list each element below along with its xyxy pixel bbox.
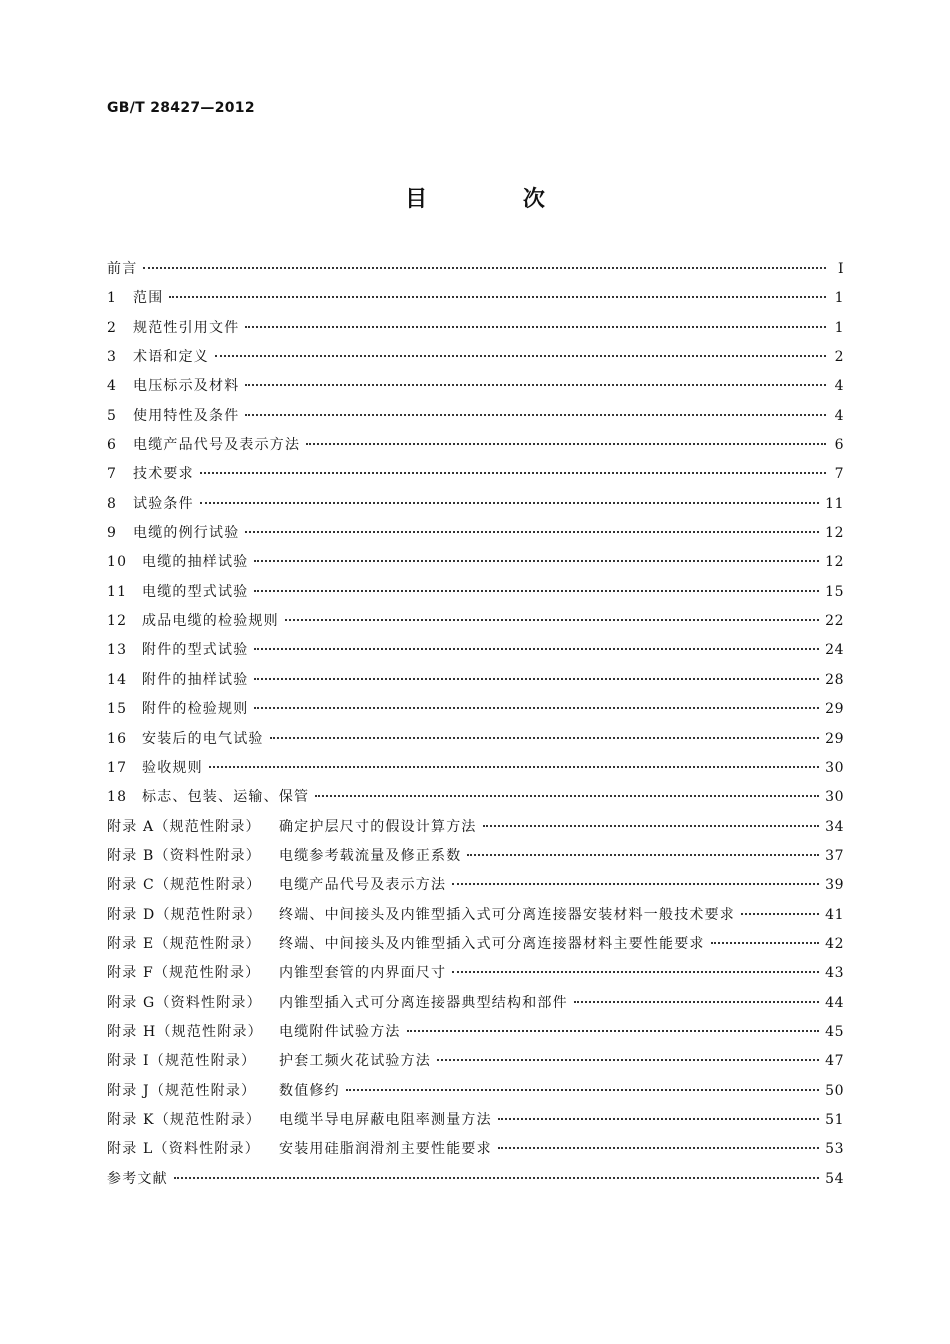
toc-entry[interactable] — [107, 346, 844, 375]
toc-entry[interactable] — [107, 845, 844, 874]
toc-entry-page: 50 — [825, 1082, 844, 1099]
toc-entry-label: 确定护层尺寸的假设计算方法 — [279, 818, 477, 835]
toc-entry[interactable] — [107, 757, 844, 786]
toc-entry-page: 2 — [834, 349, 844, 366]
toc-entry-label: 护套工频火花试验方法 — [279, 1053, 431, 1070]
toc-entry-page: Ⅰ — [837, 261, 844, 277]
toc-entry-number: 18 — [107, 789, 128, 806]
toc-entry-page: 30 — [825, 789, 844, 806]
toc-entry[interactable] — [107, 1080, 844, 1109]
toc-entry[interactable] — [107, 463, 844, 492]
toc-entry-number: 附录 B（资料性附录） — [107, 847, 261, 864]
toc-entry-label: 成品电缆的检验规则 — [142, 613, 279, 630]
toc-entry-page: 41 — [825, 906, 844, 923]
toc-entry-label: 范围 — [133, 290, 164, 307]
toc-entry[interactable] — [107, 669, 844, 698]
toc-entry-label: 电缆半导电屏蔽电阻率测量方法 — [279, 1111, 492, 1128]
toc-entry-number: 附录 A（规范性附录） — [107, 818, 261, 835]
toc-entry[interactable] — [107, 933, 844, 962]
toc-entry-page: 12 — [825, 554, 844, 571]
toc-entry-number: 12 — [107, 613, 128, 630]
toc-entry[interactable] — [107, 1138, 844, 1167]
table-of-contents — [107, 258, 844, 1197]
toc-entry-number: 2 — [107, 319, 118, 336]
toc-entry-page: 15 — [825, 583, 844, 600]
toc-entry-number: 3 — [107, 349, 118, 366]
toc-entry-number: 10 — [107, 554, 128, 571]
dot-leader — [245, 326, 826, 328]
toc-entry-page: 28 — [825, 671, 844, 688]
toc-entry[interactable] — [107, 904, 844, 933]
toc-entry-label: 电缆的抽样试验 — [142, 554, 249, 571]
dot-leader — [437, 1059, 819, 1061]
dot-leader — [306, 443, 826, 445]
dot-leader — [346, 1089, 819, 1091]
toc-entry-page: 6 — [834, 437, 844, 454]
standard-code: GB/T 28427—2012 — [107, 100, 255, 116]
toc-entry[interactable] — [107, 786, 844, 815]
toc-entry[interactable] — [107, 610, 844, 639]
dot-leader — [741, 913, 819, 915]
toc-entry-page: 43 — [825, 965, 844, 982]
toc-entry-label: 电缆产品代号及表示方法 — [279, 877, 447, 894]
toc-entry-number: 附录 E（规范性附录） — [107, 935, 261, 952]
toc-entry-label: 安装后的电气试验 — [142, 730, 264, 747]
toc-entry-number: 17 — [107, 759, 128, 776]
toc-entry-label: 数值修约 — [279, 1082, 340, 1099]
toc-entry-page: 12 — [825, 525, 844, 542]
toc-entry-number: 8 — [107, 495, 118, 512]
toc-entry-label: 标志、包装、运输、保管 — [142, 789, 310, 806]
dot-leader — [407, 1030, 820, 1032]
toc-entry-page: 22 — [825, 613, 844, 630]
toc-entry-label: 电缆附件试验方法 — [279, 1023, 401, 1040]
dot-leader — [169, 296, 826, 298]
dot-leader — [200, 502, 819, 504]
toc-entry-page: 11 — [825, 495, 844, 512]
dot-leader — [254, 590, 819, 592]
toc-entry-number: 附录 I（规范性附录） — [107, 1053, 257, 1070]
toc-entry-page: 37 — [825, 847, 844, 864]
dot-leader — [143, 267, 826, 269]
toc-entry-label: 电缆产品代号及表示方法 — [133, 437, 301, 454]
toc-entry-page: 4 — [834, 407, 844, 424]
toc-entry-label: 安装用硅脂润滑剂主要性能要求 — [279, 1141, 492, 1158]
dot-leader — [254, 648, 819, 650]
dot-leader — [254, 707, 819, 709]
toc-entry-page: 24 — [825, 642, 844, 659]
toc-entry[interactable] — [107, 258, 844, 287]
toc-entry-label: 技术要求 — [133, 466, 194, 483]
toc-entry[interactable] — [107, 522, 844, 551]
dot-leader — [254, 678, 819, 680]
toc-entry-label: 使用特性及条件 — [133, 407, 240, 424]
dot-leader — [270, 737, 820, 739]
dot-leader — [315, 795, 819, 797]
toc-entry-page: 1 — [834, 290, 844, 307]
toc-entry[interactable] — [107, 375, 844, 404]
toc-entry-page: 29 — [825, 701, 844, 718]
toc-entry[interactable] — [107, 639, 844, 668]
dot-leader — [574, 1001, 819, 1003]
toc-entry[interactable] — [107, 581, 844, 610]
toc-entry-number: 5 — [107, 407, 118, 424]
dot-leader — [245, 384, 826, 386]
toc-entry[interactable] — [107, 287, 844, 316]
dot-leader — [174, 1177, 819, 1179]
toc-entry-label: 终端、中间接头及内锥型插入式可分离连接器材料主要性能要求 — [279, 935, 705, 952]
toc-entry-label: 电缆的型式试验 — [142, 583, 249, 600]
toc-entry-page: 44 — [825, 994, 844, 1011]
toc-entry-number: 附录 H（规范性附录） — [107, 1023, 263, 1040]
toc-entry-label: 电压标示及材料 — [133, 378, 240, 395]
toc-entry[interactable] — [107, 1109, 844, 1138]
toc-entry-page: 30 — [825, 759, 844, 776]
toc-entry-page: 7 — [834, 466, 844, 483]
toc-entry-number: 4 — [107, 378, 118, 395]
toc-entry[interactable] — [107, 1021, 844, 1050]
toc-entry-label: 内锥型套管的内界面尺寸 — [279, 965, 447, 982]
toc-entry[interactable] — [107, 434, 844, 463]
toc-entry-page: 42 — [825, 935, 844, 952]
toc-entry-label: 电缆的例行试验 — [133, 525, 240, 542]
toc-entry[interactable] — [107, 728, 844, 757]
toc-entry-label: 内锥型插入式可分离连接器典型结构和部件 — [279, 994, 568, 1011]
dot-leader — [285, 619, 819, 621]
toc-entry[interactable] — [107, 698, 844, 727]
toc-entry-number: 附录 K（规范性附录） — [107, 1111, 262, 1128]
toc-entry[interactable] — [107, 992, 844, 1021]
dot-leader — [483, 825, 820, 827]
toc-entry-number: 14 — [107, 671, 128, 688]
toc-entry-number: 11 — [107, 583, 128, 600]
toc-entry[interactable] — [107, 405, 844, 434]
toc-entry-label: 电缆参考载流量及修正系数 — [279, 847, 462, 864]
toc-entry-label: 附件的抽样试验 — [142, 671, 249, 688]
toc-entry-label: 试验条件 — [133, 495, 194, 512]
toc-entry-page: 1 — [834, 319, 844, 336]
toc-entry-page: 45 — [825, 1023, 844, 1040]
toc-entry-number: 1 — [107, 290, 118, 307]
toc-entry-label: 术语和定义 — [133, 349, 209, 366]
toc-entry-label: 验收规则 — [142, 759, 203, 776]
toc-entry-number: 附录 C（规范性附录） — [107, 877, 262, 894]
toc-entry-number: 附录 F（规范性附录） — [107, 965, 261, 982]
toc-entry[interactable] — [107, 551, 844, 580]
toc-entry-number: 7 — [107, 466, 118, 483]
toc-entry-number: 15 — [107, 701, 128, 718]
toc-entry-label: 附件的型式试验 — [142, 642, 249, 659]
toc-entry-page: 53 — [825, 1141, 844, 1158]
dot-leader — [498, 1147, 819, 1149]
toc-entry-number: 附录 D（规范性附录） — [107, 906, 262, 923]
dot-leader — [200, 472, 826, 474]
dot-leader — [209, 766, 819, 768]
dot-leader — [245, 531, 819, 533]
toc-entry-label: 终端、中间接头及内锥型插入式可分离连接器安装材料一般技术要求 — [279, 906, 735, 923]
toc-entry-label: 前言 — [107, 261, 138, 277]
toc-entry[interactable] — [107, 317, 844, 346]
toc-entry-label: 附件的检验规则 — [142, 701, 249, 718]
dot-leader — [452, 971, 819, 973]
toc-entry-number: 附录 L（资料性附录） — [107, 1141, 260, 1158]
toc-entry[interactable] — [107, 493, 844, 522]
page-title: 目 次 — [405, 187, 589, 212]
dot-leader — [245, 414, 826, 416]
dot-leader — [254, 560, 819, 562]
toc-entry-number: 9 — [107, 525, 118, 542]
toc-entry-page: 54 — [825, 1170, 844, 1187]
dot-leader — [711, 942, 820, 944]
toc-entry-label: 参考文献 — [107, 1170, 168, 1187]
toc-entry-page: 51 — [825, 1111, 844, 1128]
toc-entry[interactable] — [107, 1168, 844, 1197]
toc-entry[interactable] — [107, 1050, 844, 1079]
dot-leader — [215, 355, 826, 357]
toc-entry-page: 4 — [834, 378, 844, 395]
toc-entry-page: 34 — [825, 818, 844, 835]
toc-entry-number: 6 — [107, 437, 118, 454]
toc-entry-number: 附录 J（规范性附录） — [107, 1082, 257, 1099]
toc-entry-page: 47 — [825, 1053, 844, 1070]
toc-entry-page: 39 — [825, 877, 844, 894]
dot-leader — [452, 883, 819, 885]
toc-entry[interactable] — [107, 962, 844, 991]
toc-entry-page: 29 — [825, 730, 844, 747]
dot-leader — [467, 854, 819, 856]
dot-leader — [498, 1118, 819, 1120]
toc-entry[interactable] — [107, 816, 844, 845]
toc-entry-number: 16 — [107, 730, 128, 747]
toc-entry-number: 附录 G（资料性附录） — [107, 994, 262, 1011]
toc-entry-label: 规范性引用文件 — [133, 319, 240, 336]
toc-entry-number: 13 — [107, 642, 128, 659]
toc-entry[interactable] — [107, 874, 844, 903]
